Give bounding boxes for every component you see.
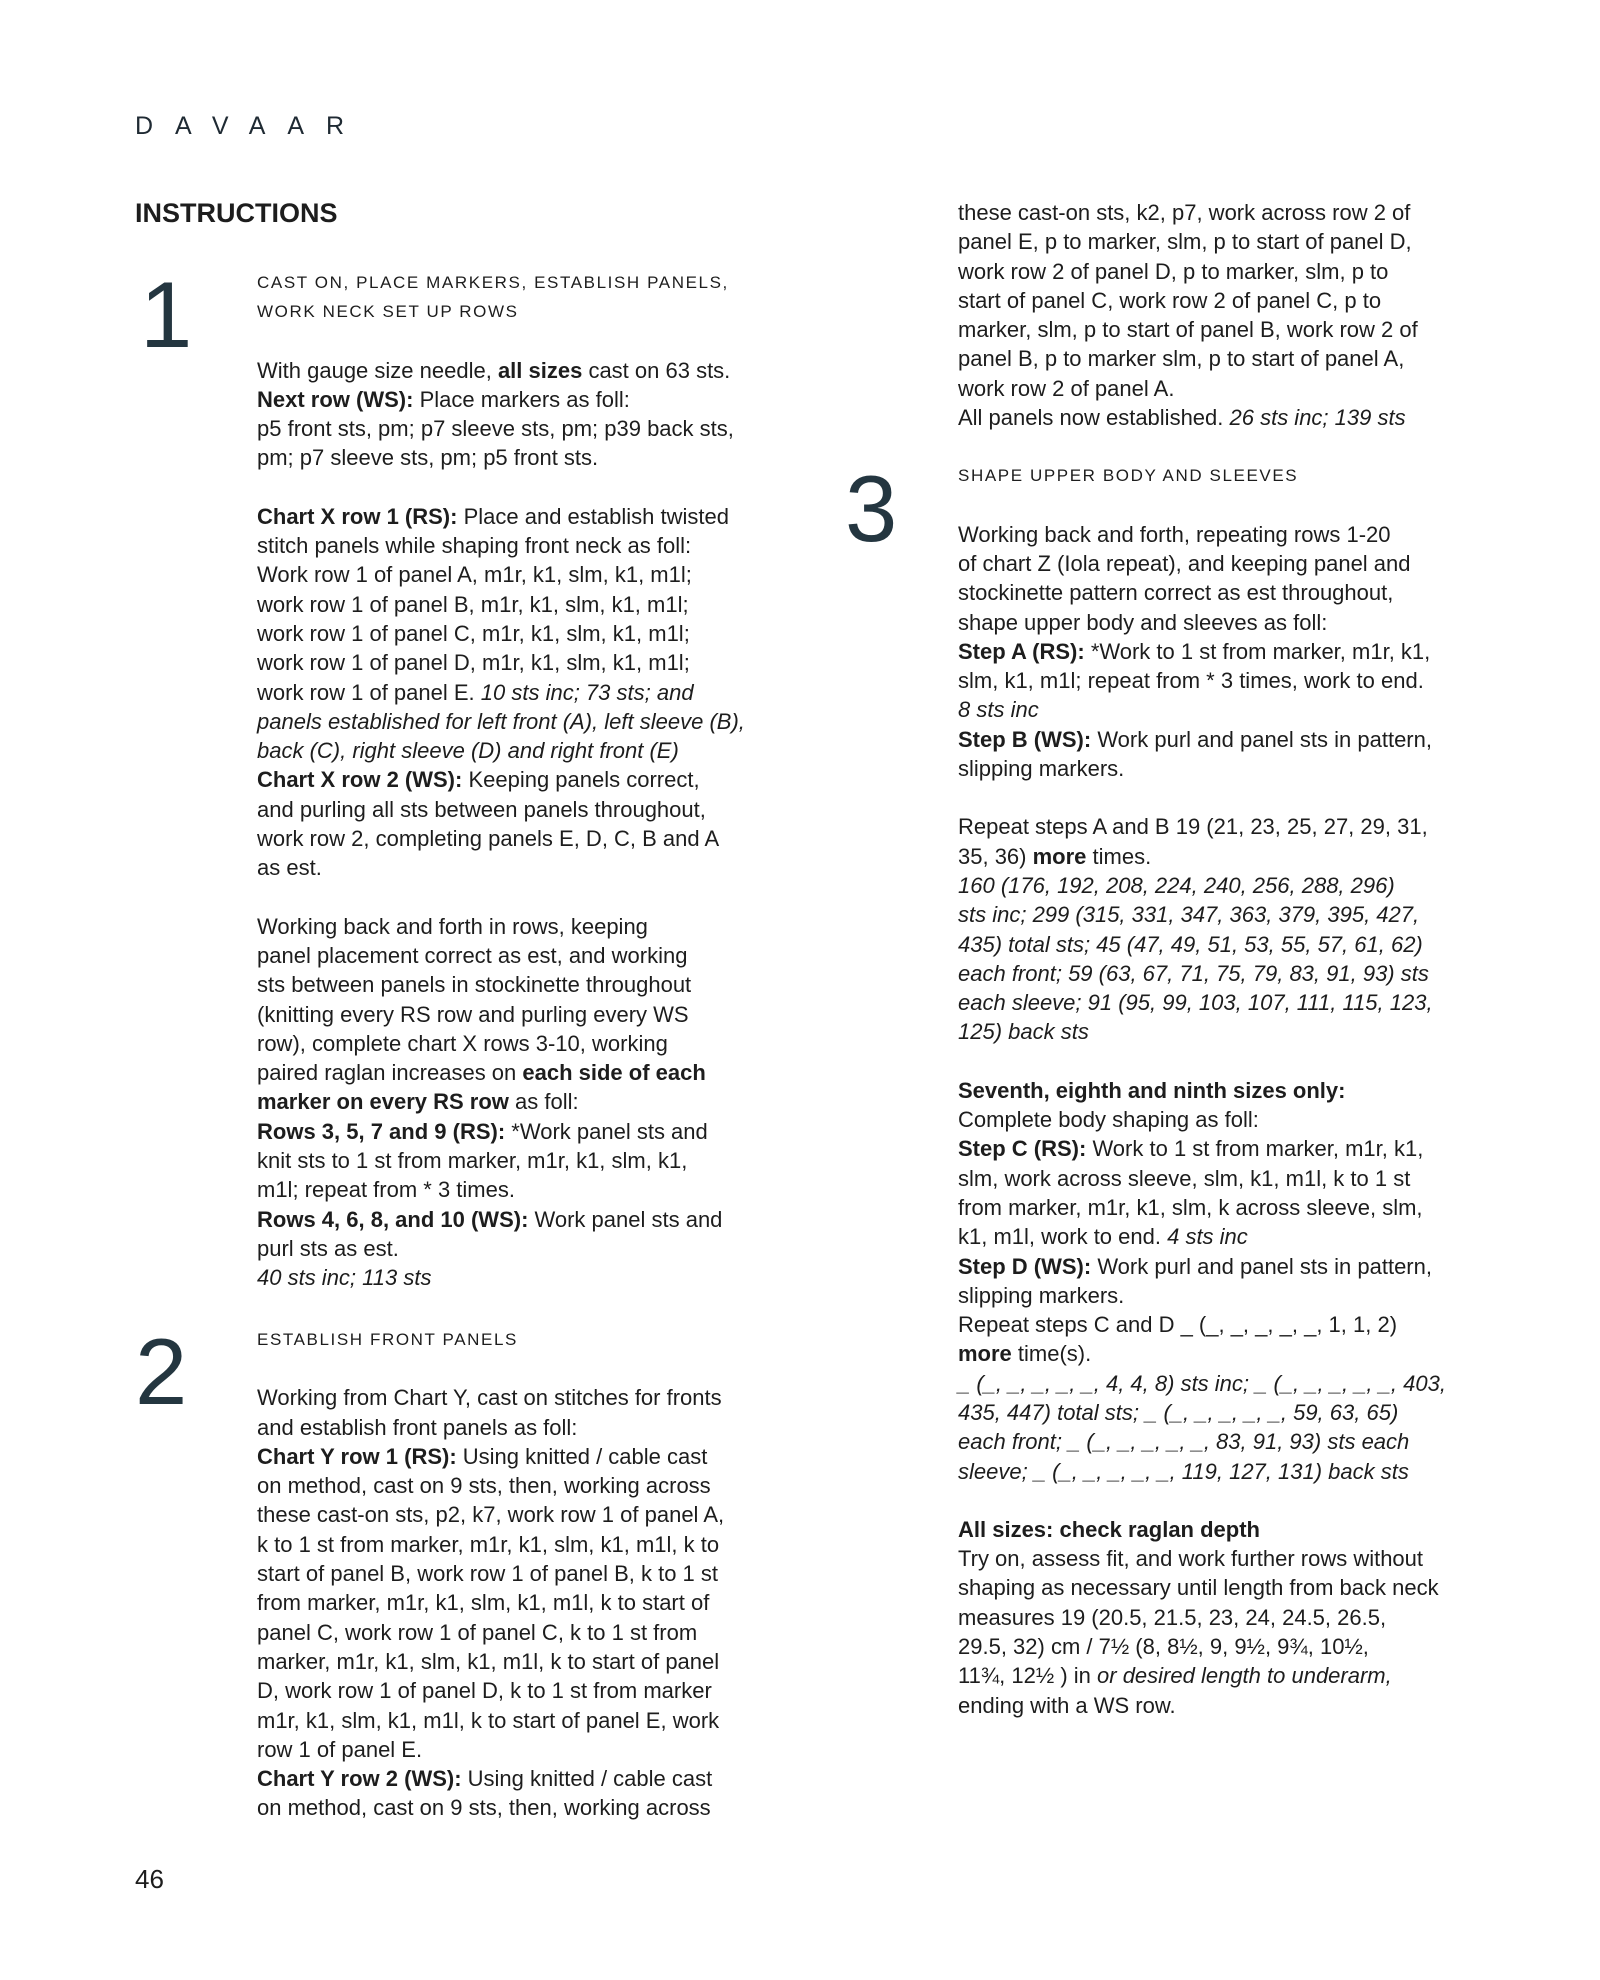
step-number-2: 2 <box>135 1319 188 1424</box>
step-1-paragraph-3: Working back and forth in rows, keeping panel placement correct as est, and working sts between panels in stockinette throughout (knitting every RS row and purling every WS row), complete chart X rows 3-10, working paired raglan increases on each side of each marker on every RS row as foll: Rows 3, 5, 7 and 9 (RS): *Work panel sts and knit sts to 1 st from marker, m1r, k1, slm, k1, m1l; repeat from * 3 times. Rows 4, 6, 8, and 10 (WS): Work panel sts and purl sts as est. 40 sts inc; 113 sts <box>257 913 723 1291</box>
step-1-paragraph-2: Chart X row 1 (RS): Place and establish twisted stitch panels while shaping front neck as foll: Work row 1 of panel A, m1r, k1, slm, k1, m1l; work row 1 of panel B, m1r, k1, slm, k1, m1l; work row 1 of panel C, m1r, k1, slm, k1, m1l; work row 1 of panel D, m1r, k1, slm, k1, m1l; work row 1 of panel E. 10 sts inc; 73 sts; and panels established for left front (A), left sleeve (B), back (C), right sleeve (D) and right front (E) Chart X row 2 (WS): Keeping panels correct, and purling all sts between panels throughout, work row 2, completing panels E, D, C, B and A as est. <box>257 503 745 881</box>
left-column-step-2 <box>257 1325 757 1823</box>
step-number-1: 1 <box>140 262 193 367</box>
step-2-heading: ESTABLISH FRONT PANELS <box>257 1330 518 1349</box>
step-1-paragraph-1: With gauge size needle, all sizes cast on 63 sts. Next row (WS): Place markers as foll: p5 front sts, pm; p7 sleeve sts, pm; p39 back sts, pm; p7 sleeve sts, pm; p5 front sts. <box>257 357 734 471</box>
step-2-paragraph: Working from Chart Y, cast on stitches for fronts and establish front panels as foll: Chart Y row 1 (RS): Using knitted / cable cast on method, cast on 9 sts, then, working across these cast-on sts, p2, k7, work row 1 of panel A, k to 1 st from marker, m1r, k1, slm, k1, m1l, k to start of panel B, work row 1 of panel B, k to 1 st from marker, m1r, k1, slm, k1, m1l, k to start of panel C, work row 1 of panel C, k to 1 st from marker, m1r, k1, slm, k1, m1l, k to start of panel D, work row 1 of panel D, k to 1 st from marker m1r, k1, slm, k1, m1l, k to start of panel E, work row 1 of panel E. Chart Y row 2 (WS): Using knitted / cable cast on method, cast on 9 sts, then, working across <box>257 1385 725 1821</box>
step-1-heading: CAST ON, PLACE MARKERS, ESTABLISH PANELS, WORK NECK SET UP ROWS <box>257 273 729 322</box>
left-column <box>257 268 757 1293</box>
section-title: INSTRUCTIONS <box>135 198 338 228</box>
step-3-paragraph-3: Seventh, eighth and ninth sizes only: Complete body shaping as foll: Step C (RS): Work to 1 st from marker, m1r, k1, slm, work across sleeve, slm, k1, m1l, k to 1 st from marker, m1r, k1, slm, k across sleeve, slm, k1, m1l, work to end. 4 sts inc Step D (WS): Work purl and panel sts in pattern, slipping markers. Repeat steps C and D _ (_, _, _, _, _, 1, 1, 2) more time(s). _ (_, _, _, _, _, 4, 4, 8) sts inc; _ (_, _, _, _, _, 403, 435, 447) total sts; _ (_, _, _, _, _, 59, 63, 65) each front; _ (_, _, _, _, _, 83, 91, 93) sts each sleeve; _ (_, _, _, _, _, 119, 127, 131) back sts <box>958 1077 1446 1484</box>
step-2-continued: these cast-on sts, k2, p7, work across row 2 of panel E, p to marker, slm, p to start of panel D, work row 2 of panel D, p to marker, slm, p to start of panel C, work row 2 of panel C, p to marker, slm, p to start of panel B, work row 2 of panel B, p to marker slm, p to start of panel A, work row 2 of panel A. All panels now established. 26 sts inc; 139 sts <box>958 200 1418 431</box>
step-3-paragraph-2: Repeat steps A and B 19 (21, 23, 25, 27, 29, 31, 35, 36) more times. 160 (176, 192, 208, 224, 240, 256, 288, 296) sts inc; 299 (315, 331, 347, 363, 379, 395, 427, 435) total sts; 45 (47, 49, 51, 53, 55, 57, 61, 62) each front; 59 (63, 67, 71, 75, 79, 83, 91, 93) sts each sleeve; 91 (95, 99, 103, 107, 111, 115, 123, 125) back sts <box>958 814 1433 1045</box>
right-column <box>958 198 1458 1720</box>
step-3-paragraph-4: All sizes: check raglan depth Try on, assess fit, and work further rows without shaping as necessary until length from back neck measures 19 (20.5, 21.5, 23, 24, 24.5, 26.5, 29.5, 32) cm / 7½ (8, 8½, 9, 9½, 9¾, 10½, 11¾, 12½ ) in or desired length to underarm, ending with a WS row. <box>958 1516 1439 1718</box>
page-number: 46 <box>135 1864 164 1894</box>
step-3-paragraph-1: Working back and forth, repeating rows 1-20 of chart Z (Iola repeat), and keeping panel and stockinette pattern correct as est throughout, shape upper body and sleeves as foll: Step A (RS): *Work to 1 st from marker, m1r, k1, slm, k1, m1l; repeat from * 3 times, work to end. 8 sts inc Step B (WS): Work purl and panel sts in pattern, slipping markers. <box>958 521 1432 782</box>
book-header: DAVAAR <box>135 112 367 140</box>
step-3-heading: SHAPE UPPER BODY AND SLEEVES <box>958 466 1299 486</box>
step-number-3: 3 <box>845 456 898 561</box>
